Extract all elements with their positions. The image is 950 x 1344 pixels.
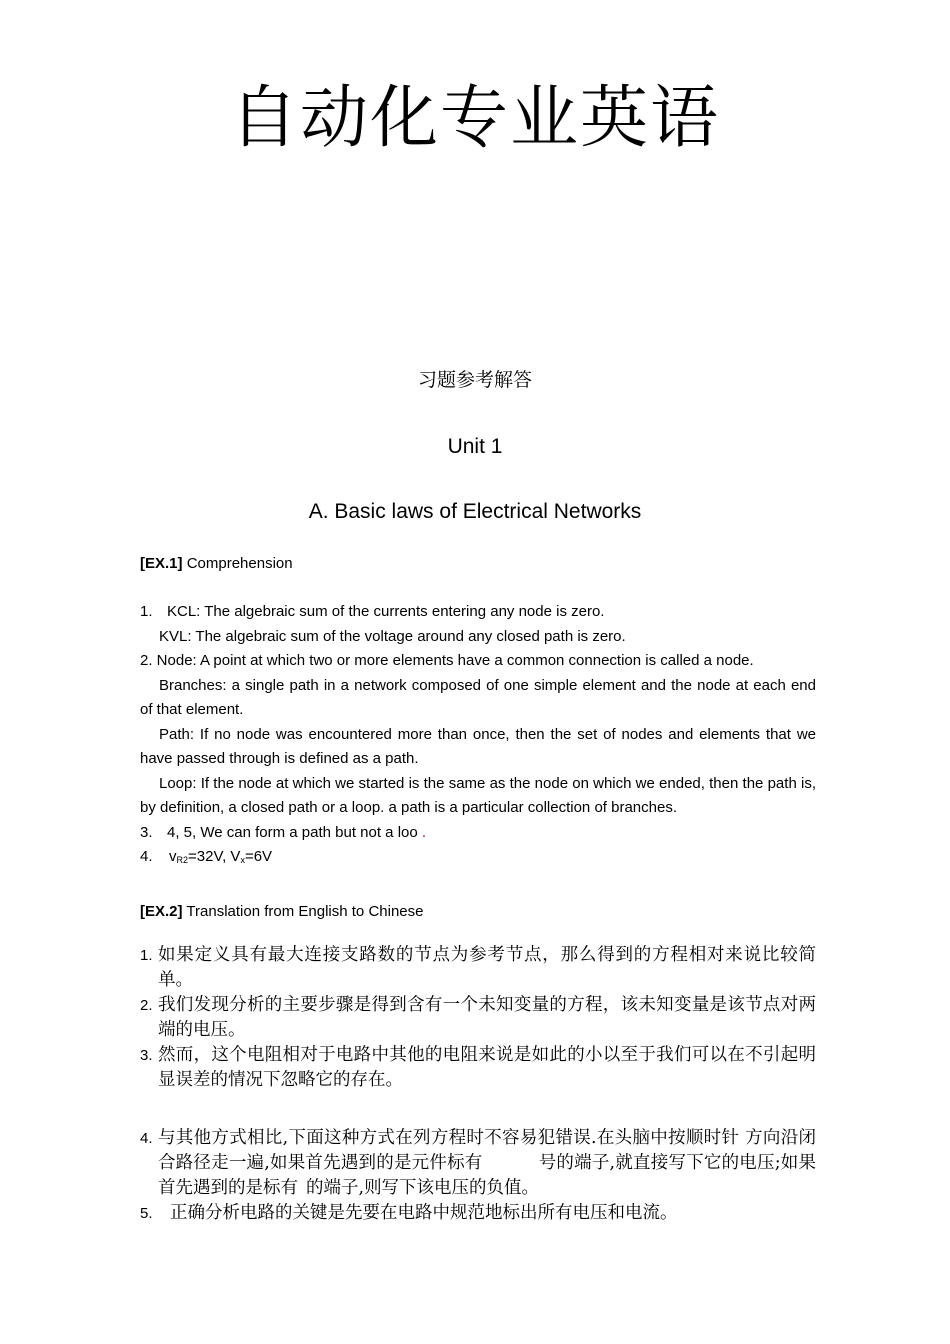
ex2-heading [140,903,423,920]
answer-4-mid: =32V, V [188,848,241,865]
answer-4-end: =6V [244,848,273,865]
answer-3-mark: . [421,823,427,841]
answer-4-subscript-r2: R2 [176,855,189,865]
answer-4 [140,845,816,873]
answer-1-number: 1. [140,603,153,620]
translation-number: 5. [140,1205,153,1222]
ex1-heading [140,555,293,572]
branches-definition: Branches: a single path in a network composed of one simple element and the node at each end of that element. [140,676,816,718]
answer-4-number: 4. [140,848,153,865]
unit-heading: Unit 1 [447,435,503,458]
answer-2-node: 2. Node: A point at which two or more elements have a common connection is called a node. [140,652,754,669]
answer-3-text: 4, 5, We can form a path but not a loo [167,823,418,841]
translation-text: 如果定义具有最大连接支路数的节点为参考节点，那么得到的方程相对来说比较简单。 [158,945,816,990]
translation-number: 1. [140,947,153,964]
path-definition: Path: If no node was encountered more than once, then the set of nodes and elements that we have passed through is defined as a path. [140,725,816,767]
translation-text-part-a: 与其他方式相比,下面这种方式在列方程时不容易犯错误.在头脑中按顺时针 方向沿闭合路径走一遍,如果首先遇到的是元件标有 [158,1128,816,1173]
ex1-answers [140,600,816,873]
document-title: 自动化专业英语 [229,79,720,158]
answer-3-number: 3. [140,823,153,841]
translation-text-part-b: 号的端子,就直接写下它的电压;如果首先遇到的是标有 [158,1153,817,1198]
translation-item [140,1126,816,1201]
translation-item [140,993,816,1043]
ex1-tag: [EX.1] [140,555,183,572]
ex2-translations-1-3 [140,943,816,1093]
document-subtitle: 习题参考解答 [417,369,532,391]
ex1-label: Comprehension [186,555,293,572]
translation-text-part-c: 的端子,则写下该电压的负值。 [306,1178,540,1198]
answer-1-kvl [140,625,816,650]
ex2-translations-4-5 [140,1126,816,1226]
kcl-definition: KCL: The algebraic sum of the currents entering any node is zero. [167,603,605,620]
section-heading: A. Basic laws of Electrical Networks [308,500,642,523]
translation-text: 我们发现分析的主要步骤是得到含有一个未知变量的方程，该未知变量是该节点对两端的电压。 [158,995,816,1040]
translation-number: 4. [140,1130,153,1147]
answer-4-v: v [169,848,177,865]
answer-2-path [140,723,816,772]
kvl-definition: KVL: The algebraic sum of the voltage around any closed path is zero. [159,627,626,645]
answer-2-branches [140,674,816,723]
answer-3 [140,821,816,846]
translation-number: 3. [140,1047,153,1064]
translation-text: 正确分析电路的关键是先要在电路中规范地标出所有电压和电流。 [170,1203,678,1223]
translation-text: 然而，这个电阻相对于电路中其他的电阻来说是如此的小以至于我们可以在不引起明显误差的情况下忽略它的存在。 [158,1045,816,1090]
loop-definition: Loop: If the node at which we started is the same as the node on which we ended, then the path is, by definition, a closed path or a loop. a path is a particular collection of branches. [140,774,816,816]
translation-item [140,1043,816,1093]
answer-4-subscript-x: x [240,855,245,865]
ex2-tag: [EX.2] [140,903,183,920]
translation-item [140,943,816,993]
answer-1-kcl [140,600,816,625]
translation-item [140,1201,816,1226]
translation-number: 2. [140,997,153,1014]
answer-2-loop [140,772,816,821]
ex2-label: Translation from English to Chinese [186,903,424,920]
